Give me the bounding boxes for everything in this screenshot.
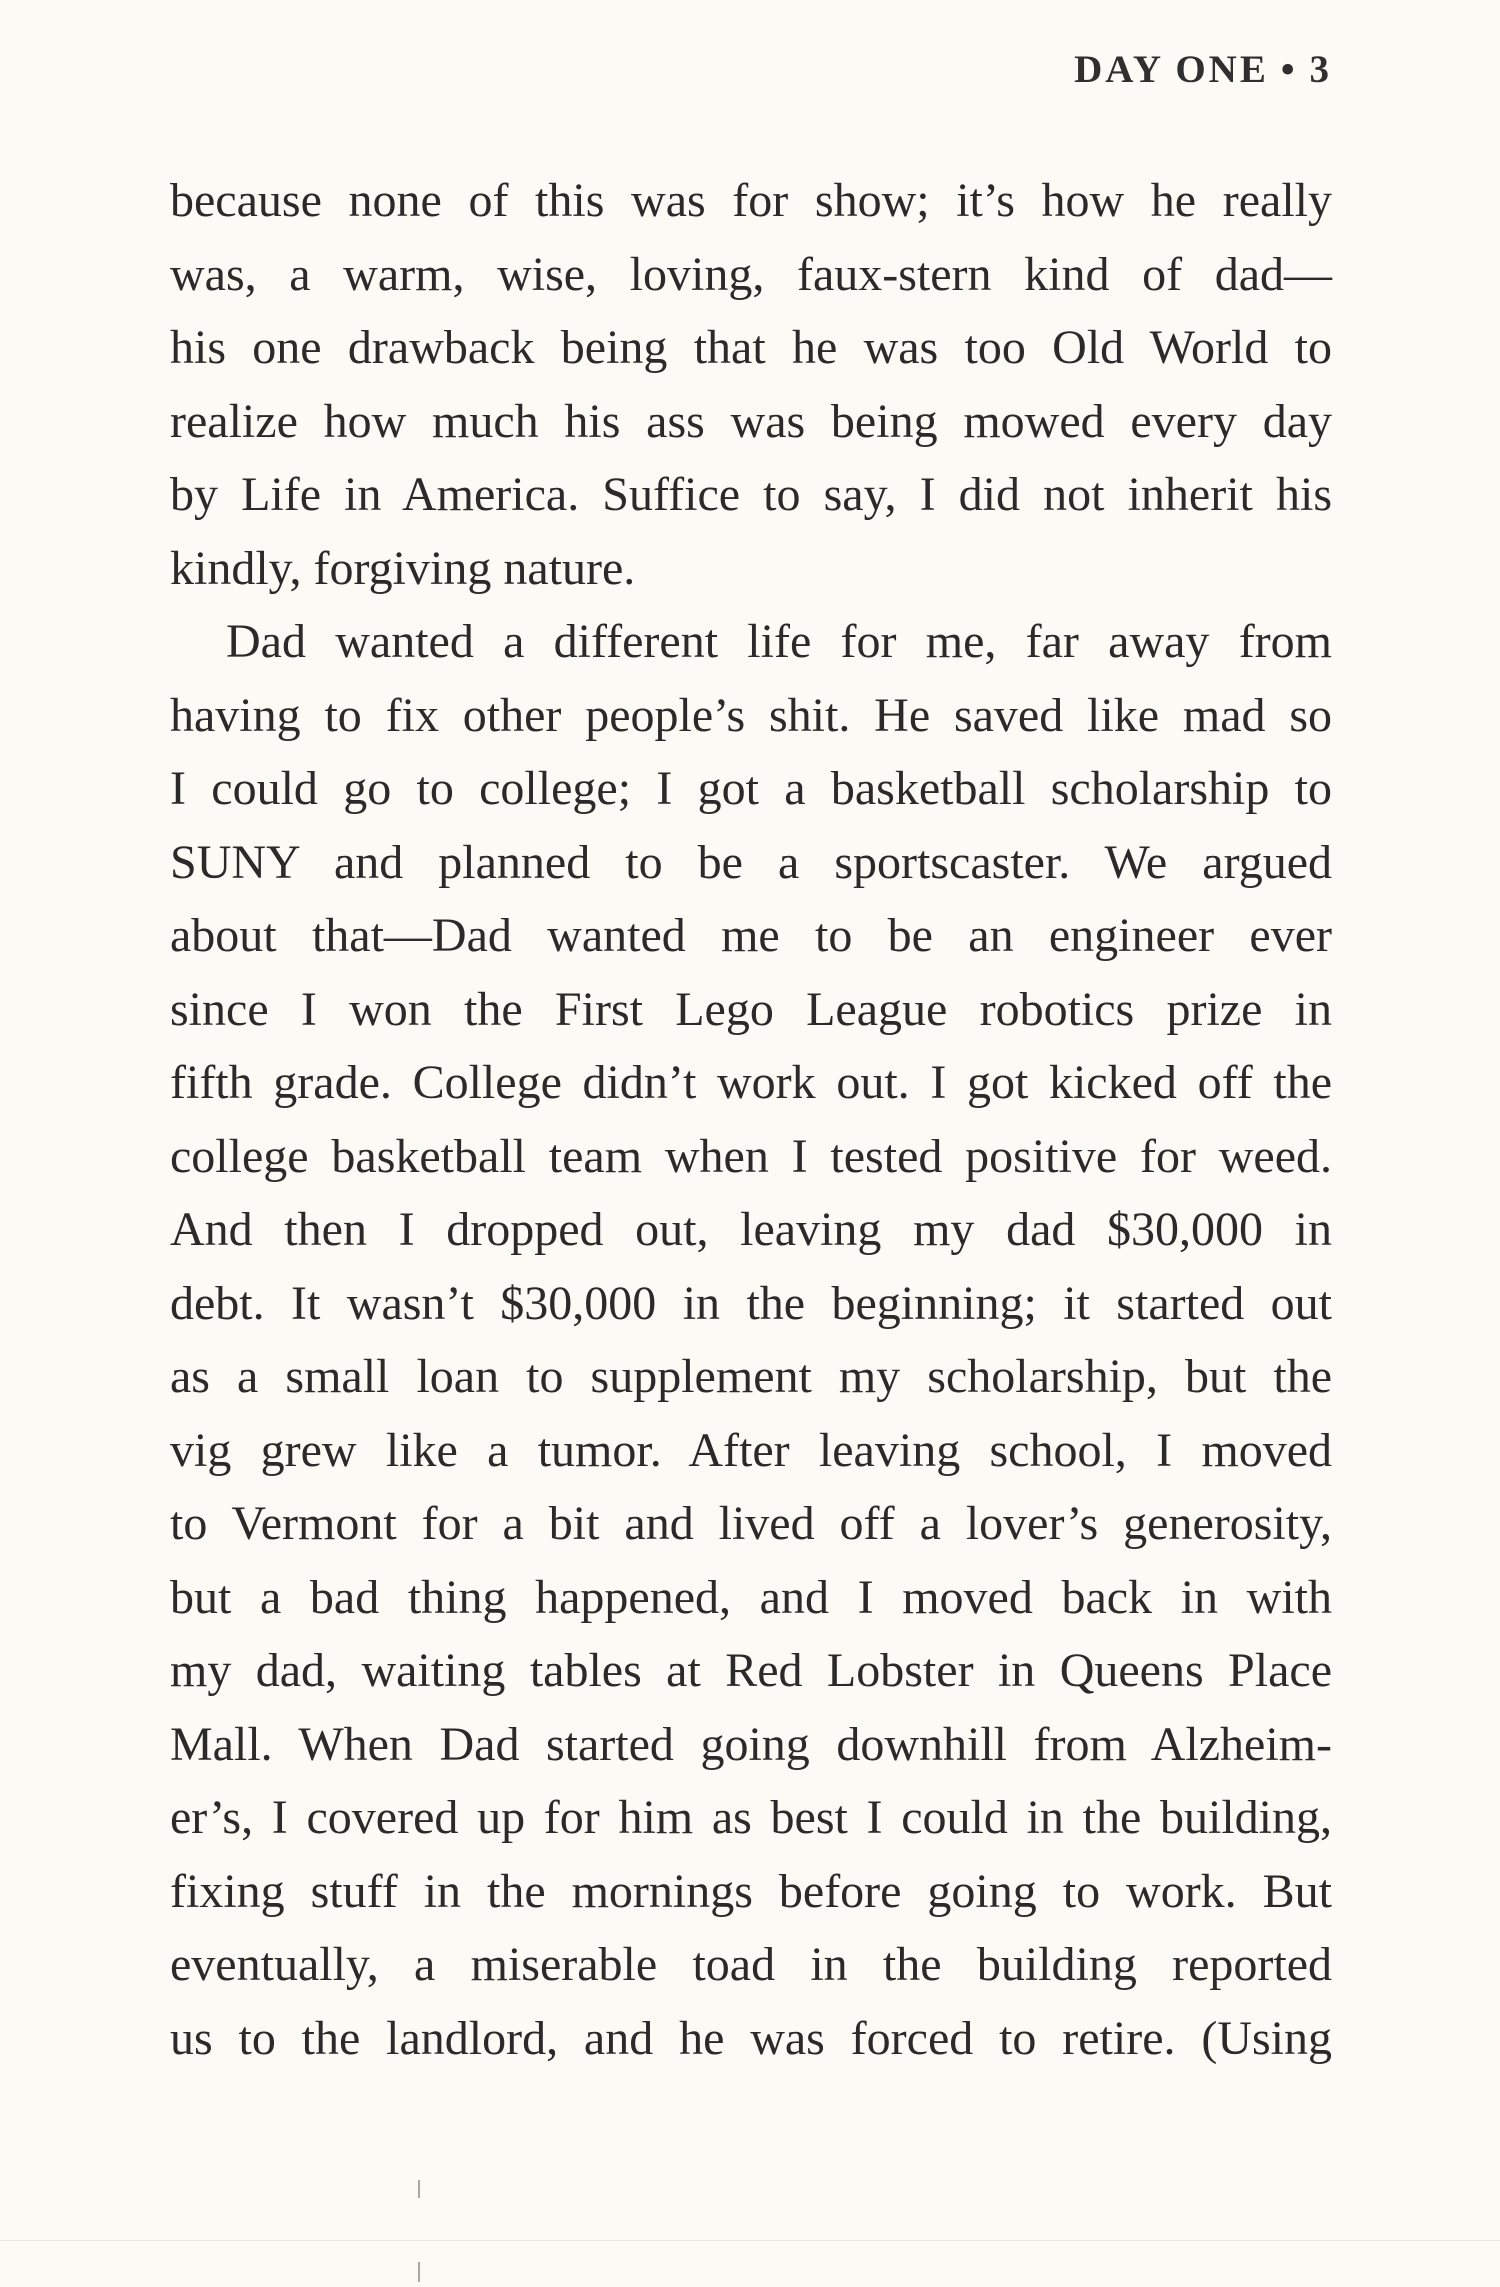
text-line: And then I dropped out, leaving my dad $30,000 in <box>170 1203 1332 1256</box>
text-line: vig grew like a tumor. After leaving school, I moved <box>170 1423 1332 1477</box>
paragraph-2 <box>170 605 1332 2075</box>
scan-mark <box>418 2262 420 2282</box>
text-line: Mall. When Dad started going downhill from Alzheim- <box>170 1717 1332 1771</box>
text-line: er’s, I covered up for him as best I could in the building, <box>170 1791 1332 1844</box>
text-line: by Life in America. Suffice to say, I did not inherit his <box>170 468 1332 521</box>
text-line: to Vermont for a bit and lived off a lover’s generosity, <box>170 1497 1332 1550</box>
text-line: but a bad thing happened, and I moved back in with <box>170 1570 1332 1624</box>
text-line: my dad, waiting tables at Red Lobster in Queens Place <box>170 1644 1332 1697</box>
text-line: realize how much his ass was being mowed every day <box>170 394 1332 448</box>
text-line: college basketball team when I tested positive for weed. <box>170 1129 1332 1183</box>
text-line: fixing stuff in the mornings before going to work. But <box>170 1864 1332 1918</box>
text-line: as a small loan to supplement my scholarship, but the <box>170 1350 1332 1403</box>
text-line: debt. It wasn’t $30,000 in the beginning; it started out <box>170 1276 1332 1330</box>
text-line: about that—Dad wanted me to be an engineer ever <box>170 909 1332 962</box>
page-number: 3 <box>1309 48 1332 91</box>
text-line: SUNY and planned to be a sportscaster. We argued <box>170 835 1332 889</box>
text-line: was, a warm, wise, loving, faux-stern kind of dad— <box>170 247 1332 301</box>
paragraph-1 <box>170 164 1332 605</box>
text-line: Dad wanted a different life for me, far away from <box>226 615 1332 668</box>
chapter-title: DAY ONE <box>1074 48 1269 91</box>
text-line: I could go to college; I got a basketball scholarship to <box>170 762 1332 815</box>
header-separator: • <box>1280 48 1298 91</box>
text-line: us to the landlord, and he was forced to retire. (Using <box>170 2011 1332 2065</box>
text-line: his one drawback being that he was too Old World to <box>170 321 1332 374</box>
text-line: fifth grade. College didn’t work out. I got kicked off the <box>170 1056 1332 1109</box>
text-line: since I won the First Lego League robotics prize in <box>170 982 1332 1036</box>
running-head <box>1074 40 1332 100</box>
body-text <box>170 164 1332 2075</box>
text-line: having to fix other people’s shit. He saved like mad so <box>170 688 1332 742</box>
text-line: because none of this was for show; it’s how he really <box>170 174 1332 227</box>
text-line: eventually, a miserable toad in the building reported <box>170 1938 1332 1991</box>
scan-mark <box>418 2180 420 2198</box>
text-line: kindly, forgiving nature. <box>170 541 636 595</box>
page-edge-divider <box>0 2240 1500 2241</box>
